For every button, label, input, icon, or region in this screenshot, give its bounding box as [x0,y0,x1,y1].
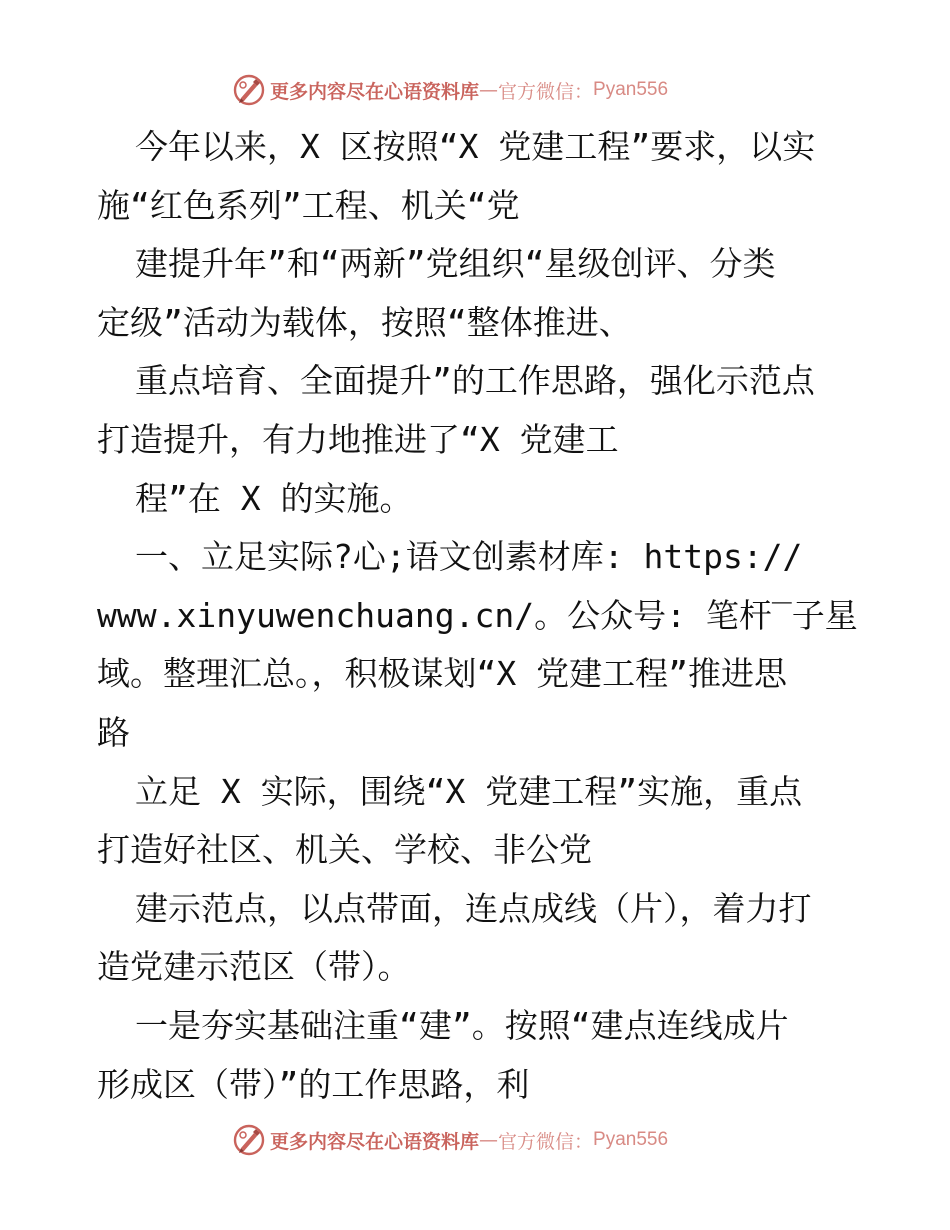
banner-brand-text: 更多内容尽在心语资料库 [270,80,480,103]
text-line: 打造提升，有力地推进了“X 党建工 [97,419,619,459]
banner-separator: — [479,1129,499,1151]
text-line: 建示范点，以点带面，连点成线（片），着力打 [135,888,812,928]
text-line: 重点培育、全面提升”的工作思路，强化示范点 [135,361,815,401]
text-line: 域。整理汇总。，积极谋划“X 党建工程”推进思 [97,654,787,694]
text-line: 一、立足实际?心;语文创素材库: https:// [135,537,803,577]
banner-brand-text: 更多内容尽在心语资料库 [270,1130,480,1153]
banner-contact-handle: Pyan556 [593,79,669,100]
pen-logo-icon [232,1123,266,1157]
text-line: 形成区（带）”的工作思路，利 [97,1064,530,1104]
text-line: 造党建示范区（带）。 [97,947,411,987]
pen-logo-icon [232,73,266,107]
document-body [97,118,857,1114]
text-line: 程”在 X 的实施。 [135,478,413,518]
text-line: 今年以来，X 区按照“X 党建工程”要求，以实 [135,127,816,166]
banner-contact-label: 官方微信： [498,80,594,103]
text-line: 施“红色系列”工程、机关“党 [97,185,520,225]
text-line: 定级”活动为载体，按照“整体推进、 [97,302,632,342]
text-line: 建提升年”和“两新”党组织“星级创评、分类 [135,244,776,284]
header-watermark-banner [232,72,712,108]
text-line: www.xinyuwenchuang.cn/。公众号: 笔杆‾子星 [97,595,858,635]
text-line: 一是夯实基础注重“建”。按照“建点连线成片 [135,1005,789,1045]
text-line: 路 [97,712,130,752]
text-line: 立足 X 实际，围绕“X 党建工程”实施，重点 [135,771,803,811]
banner-separator: — [479,79,499,101]
footer-watermark-banner [232,1122,712,1158]
banner-contact-label: 官方微信： [498,1130,594,1153]
text-line: 打造好社区、机关、学校、非公党 [97,830,592,870]
banner-contact-handle: Pyan556 [593,1129,669,1150]
